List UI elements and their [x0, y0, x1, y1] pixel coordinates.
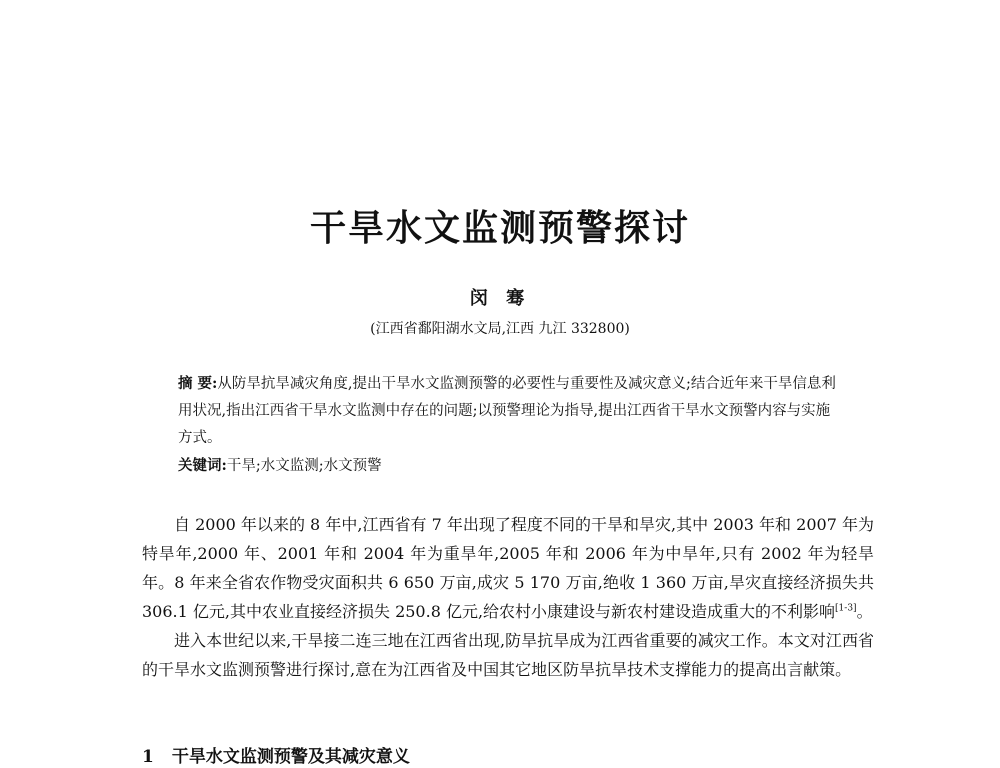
keywords-label: 关键词:: [178, 457, 227, 474]
keywords-text: 干旱;水文监测;水文预警: [226, 458, 382, 474]
section-number: 1: [142, 747, 154, 767]
paper-title: 干旱水文监测预警探讨: [309, 207, 690, 249]
author-affiliation: (江西省鄱阳湖水文局,江西 九江 332800): [370, 321, 630, 337]
section-title: 干旱水文监测预警及其减灾意义: [171, 747, 410, 767]
citation: [1-3]: [835, 603, 857, 614]
abstract-label: 摘 要:: [178, 375, 218, 392]
paragraph-1-end: 。: [856, 602, 873, 621]
body-text: [142, 510, 874, 684]
paragraph-1: [142, 510, 874, 626]
abstract: [178, 370, 838, 452]
paragraph-2: 进入本世纪以来,干旱接二连三地在江西省出现,防旱抗旱成为江西省重要的减灾工作。本文对江西省的干旱水文监测预警进行探讨,意在为江西省及中国其它地区防旱抗旱技术支撑能力的提高出言献策。: [142, 631, 874, 679]
paragraph-1-text: 自 2000 年以来的 8 年中,江西省有 7 年出现了程度不同的干旱和旱灾,其中 2003 年和 2007 年为特旱年,2000 年、2001 年和 2004 年为重旱年,2005 年和 2006 年为中旱年,只有 2002 年为轻旱年。8 年来全省农作物受灾面积共 6 650 万亩,成灾 5 170 万亩,绝收 1 360 万亩,旱灾直接经济损失共 306.1 亿元,其中农业直接经济损失 250.8 亿元,给农村小康建设与新农村建设造成重大的不利影响: [142, 515, 874, 621]
section-heading-1: [142, 746, 842, 768]
author-name: 闵 骞: [469, 288, 531, 309]
keywords: [178, 452, 838, 480]
abstract-text: 从防旱抗旱减灾角度,提出干旱水文监测预警的必要性与重要性及减灾意义;结合近年来干旱信息利用状况,指出江西省干旱水文监测中存在的问题;以预警理论为指导,提出江西省干旱水文预警内容与实施方式。: [178, 376, 836, 446]
